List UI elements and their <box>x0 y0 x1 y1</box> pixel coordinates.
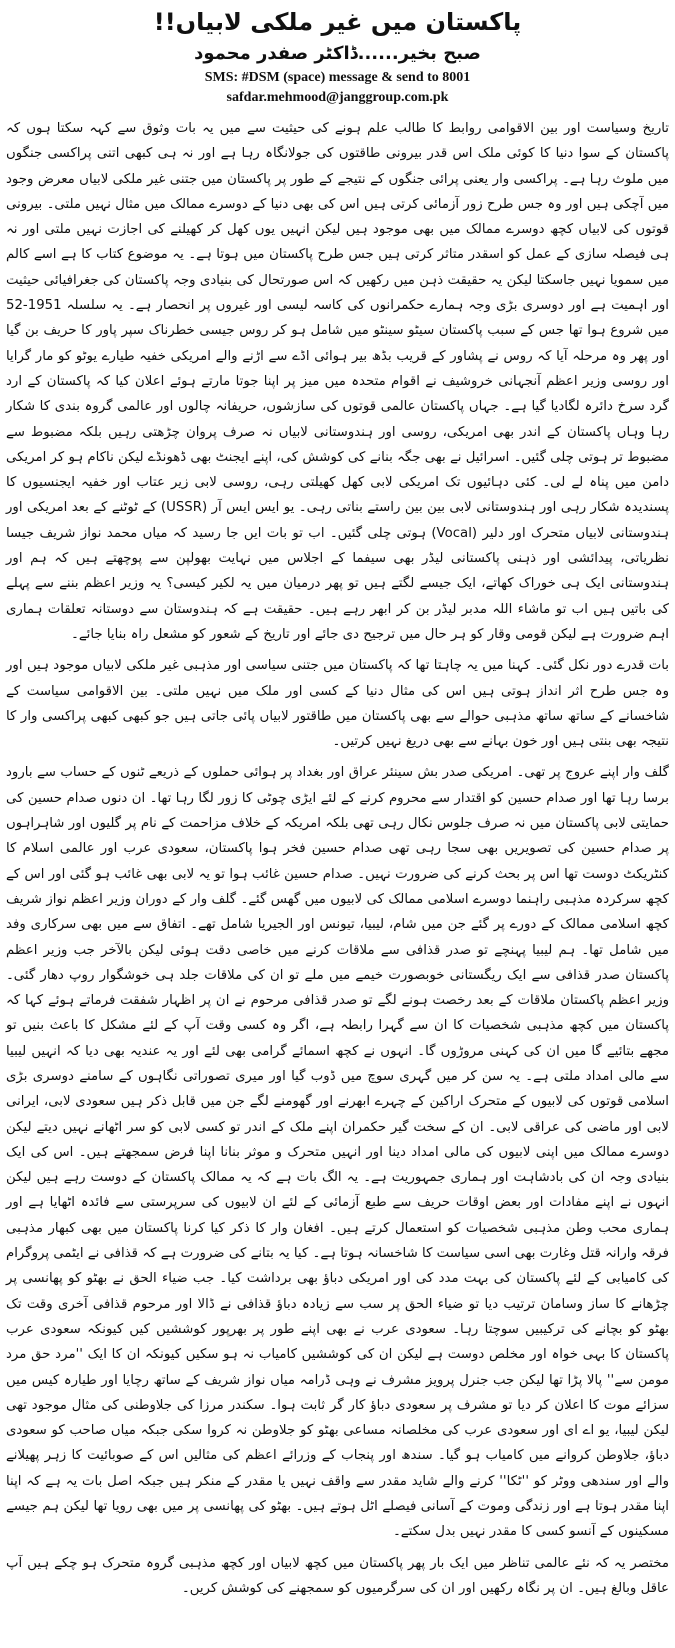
author-email[interactable]: safdar.mehmood@janggroup.com.pk <box>226 90 449 105</box>
sms-instructions: SMS: #DSM (space) message & send to 8001 <box>204 70 471 85</box>
article-paragraph: بات قدرے دور نکل گئی۔ کہنا میں یہ چاہتا تھا کہ پاکستان میں جتنی سیاسی اور مذہبی غیر ملکی لابیاں موجود ہیں اور وہ جس طرح اثر انداز ہوتی ہیں اس کی مثال دنیا کے کسی اور ملک میں نہیں ملتی۔ بین الاقوامی سیاست کے شاخسانے کے ساتھ ساتھ مذہبی حوالے سے بھی پاکستان میں طاقتور لابیاں پائی جاتی ہیں جو کبھی کبھی پراکسی وار کا نتیجہ بھی بنتی ہیں اور خون بہانے سے بھی دریغ نہیں کرتیں۔ <box>6 658 669 750</box>
article-paragraph: تاریخ وسیاست اور بین الاقوامی روابط کا طالب علم ہونے کی حیثیت سے میں یہ بات وثوق سے کہہ سکتا ہوں کہ پاکستان کے سوا دنیا کا کوئی ملک اس قدر بیرونی طاقتوں کی جولانگاہ رہا ہے اور نہ ہی کبھی اتنی پراکسی جنگوں میں ملوث رہا ہے۔ پراکسی وار یعنی پرائی جنگوں کے نتیجے کے طور پر پاکستان میں جتنی غیر ملکی لابیاں معرض وجود میں آچکی ہیں اور وہ جس طرح زور آزمائی کرتی ہیں اس کی بھی دنیا کے دوسرے ممالک میں مثال نہیں ملتی۔ بیرونی قوتوں کی لابیاں کچھ دوسرے ممالک میں بھی موجود ہیں لیکن انہیں یوں کھل کر کھیلنے کی اجازت نہیں ملتی اور نہ ہی فیصلہ سازی کے عمل کو اسقدر متاثر کرتی ہیں جس طرح پاکستان میں ہوتا ہے۔ یہ موضوع کتاب کا ہے اسے کالم میں سمویا نہیں جاسکتا لیکن یہ حقیقت ذہن میں رکھیں کہ اس صورتحال کی بنیادی وجہ پاکستان کی جغرافیائی حیثیت اور اہمیت ہے اور دوسری بڑی وجہ ہمارے حکمرانوں کی کاسہ لیسی اور غیروں پر انحصار ہے۔ یہ سلسلہ 1951-52 میں شروع ہوا تھا جس کے سبب پاکستان سیٹو سینٹو میں شامل ہو کر روس جیسی خطرناک سپر پاور کا حریف بن گیا اور پھر وہ مرحلہ آیا کہ روس نے پشاور کے قریب بڈھ بیر ہوائی اڈے سے اڑنے والے امریکی خفیہ طیارے یوٹو کو مار گرایا اور روسی وزیر اعظم آنجہانی خروشیف نے اقوام متحدہ میں میز پر اپنا جوتا مارتے ہوئے اعلان کیا کہ پاکستان کے ارد گرد سرخ دائرہ لگادیا گیا ہے۔ جہاں پاکستان عالمی قوتوں کی سازشوں، حریفانہ چالوں اور عالمی گروہ بندی کا شکار رہا وہاں پاکستان کے اندر بھی امریکی، روسی اور ہندوستانی لابیاں نہ صرف پروان چڑھتی رہیں بلکہ مضبوط سے مضبوط تر ہوتی چلی گئیں۔ اسرائیل نے بھی جگہ بنانے کی کوشش کی، اپنے ایجنٹ بھی ڈھونڈے لیکن ناکام ہو کر امریکی دامن میں پناہ لے لی۔ کئی دہائیوں تک امریکی لابی کھل کھیلتی رہی، روسی لابی زیر عتاب اور خفیہ ایجنسیوں کا پسندیدہ شکار رہی اور ہندوستانی لابی بین بین راستے بناتی رہی۔ یو ایس ایس آر (USSR) کے ٹوٹنے کے بعد امریکی اور ہندوستانی لابیاں متحرک اور دلیر (Vocal) ہوتی چلی گئیں۔ اب تو بات ایں جا رسید کہ میاں محمد نواز شریف جیسا نظریاتی، پیدائشی اور ذہنی پاکستانی لیڈر بھی سیفما کے اجلاس میں نہایت بھولپن سے پوچھتے ہیں کہ ہم اور ہندوستانی ایک ہی خوراک کھاتے، ایک جیسے لگتے ہیں تو پھر درمیان میں یہ لکیر کیسی؟ یہ وزیر اعظم بننے سے پہلے کی باتیں ہیں اب تو ماشاء اللہ مدبر لیڈر بن کر ابھر رہے ہیں۔ حقیقت ہے کہ ہندوستان سے دوستانہ تعلقات ہماری اہم ضرورت ہے لیکن قومی وقار کو ہر حال میں ترجیح دی جائے اور تاریخ کے شعور کو مشعل راہ بنایا جائے۔ <box>6 121 669 642</box>
article-body <box>0 116 675 1601</box>
column-byline: صبح بخیر......ڈاکٹر صفدر محمود <box>194 43 481 64</box>
article-title: پاکستان میں غیر ملکی لابیاں!! <box>153 8 522 36</box>
article-paragraph: گلف وار اپنے عروج پر تھی۔ امریکی صدر بش سینئر عراق اور بغداد پر ہوائی حملوں کے ذریعے ٹنوں کے حساب سے بارود برسا رہا تھا اور صدام حسین کو اقتدار سے محروم کرنے کے لئے ایڑی چوٹی کا زور لگا رہا تھا۔ ان دنوں صدام حسین کی حمایتی لابی پاکستان میں نہ صرف جلوس نکال رہی تھی بلکہ امریکہ کے خلاف مزاحمت کے نام پر گلیوں اور شاہراہوں پر صدام حسین کی تصویریں بھی سجا رہی تھی صدام حسین فخر ہوا پاکستان، سعودی عرب اور عالمی اسلام کا کنٹریکٹ دوست تھا اس پر بحث کرنے کی ضرورت نہیں۔ صدام حسین غائب ہوا تو یہ لابی بھی غائب ہو گئی اور اس کے کچھ سرکردہ مذہبی راہنما دوسرے اسلامی ممالک کی لابیوں میں گھس گئے۔ گلف وار کے دوران وزیر اعظم نواز شریف کچھ اسلامی ممالک کے دورے پر گئے جن میں شام، لیبیا، تیونس اور الجیریا شامل تھے۔ اتفاق سے میں بھی سرکاری وفد میں شامل تھا۔ ہم لیبیا پہنچے تو صدر قذافی سے ملاقات کرنے میں خاصی دقت ہوئی لیکن بالآخر جب وزیر اعظم پاکستان صدر قذافی سے ایک ریگستانی خوبصورت خیمے میں ملے تو ان کی ملاقات جلد ہی خوشگوار روپ دھار گئی۔ وزیر اعظم پاکستان ملاقات کے بعد رخصت ہونے لگے تو صدر قذافی مرحوم نے ان پر اظہار شفقت فرماتے ہوئے کہا کہ پاکستان میں کچھ مذہبی شخصیات کا ان سے گہرا رابطہ ہے، اگر وہ کسی وقت آپ کے لئے مشکل کا باعث بنیں تو مجھے بتائیے گا میں ان کی کہنی مروڑوں گا۔ انہوں نے کچھ اسمائے گرامی بھی لئے اور یہ عندیہ بھی دیا کہ انہیں لیبیا سے مالی امداد ملتی ہے۔ یہ سن کر میں گہری سوچ میں ڈوب گیا اور میری تصوراتی نگاہوں کے سامنے دوسری بڑی اسلامی قوتوں کی لابیوں کے متحرک اراکین کے چہرے ابھرنے اور گھومنے لگے جن میں قابل ذکر ہیں سعودی لابی، ایرانی لابی اور ماضی کی عراقی لابی۔ ان کے سخت گیر حکمران اپنے ملک کے اندر تو کسی لابی کو سر اٹھانے نہیں دیتے لیکن دوسرے ممالک میں اپنی لابیوں کی مالی امداد دینا اور انہیں متحرک و موثر بنانا اپنا فرض سمجھتے ہیں۔ اس کی ایک بنیادی وجہ ان کی بادشاہت اور ہماری جمہوریت ہے۔ یہ الگ بات ہے کہ یہ ممالک پاکستان کے دوست رہے ہیں لیکن انہوں نے اپنے مفادات اور بعض اوقات حریف سے طبع آزمائی کے لئے ان لابیوں کی سرپرستی سے فائدہ اٹھایا ہے اور ہماری محب وطن مذہبی شخصیات کو استعمال کرتے ہیں۔ افغان وار کا ذکر کیا کرنا پاکستان میں بھی کبھار مذہبی فرقہ وارانہ قتل وغارت بھی اسی سیاست کا شاخسانہ ہوتا ہے۔ کیا یہ بتانے کی ضرورت ہے کہ قذافی نے ایٹمی پروگرام کی کامیابی کے لئے پاکستان کی بہت مدد کی اور امریکی دباؤ بھی برداشت کیا۔ جب ضیاء الحق نے بھٹو کو پھانسی پر چڑھانے کا ساز وسامان ترتیب دیا تو ضیاء الحق پر سب سے زیادہ دباؤ قذافی نے ڈالا اور مرحوم قذافی آخری وقت تک بھٹو کو بچانے کی ترکیبیں سوچتا رہا۔ سعودی عرب نے بھی اپنے طور پر بھرپور کوششیں کیں کیونکہ سعودی عرب پاکستان کا بہی خواہ اور مخلص دوست ہے لیکن ان کی کوششیں کامیاب نہ ہو سکیں کیونکہ ان کا ایک ''مرد حق مرد مومن سے'' پالا پڑا تھا لیکن جب جنرل پرویز مشرف نے وہی ڈرامہ میاں نواز شریف کے ساتھ رچایا اور طیارہ کیس میں سزائے موت کا اعلان کر دیا تو مشرف پر سعودی دباؤ کار گر ثابت ہوا۔ سکندر مرزا کی جلاوطنی کی مثال موجود تھی لیکن لیبیا، یو اے ای اور سعودی عرب کی مخلصانہ مساعی بھٹو کو جلاوطن نہ کروا سکی جبکہ میاں صاحب کو سعودی دباؤ، جلاوطن کروانے میں کامیاب ہو گیا۔ سندھ اور پنجاب کے وزرائے اعظم کی مثالیں اس کے صوبائیت کا زہر پھیلانے والے اور سندھی ووٹر کو ''ٹکا'' کرنے والے شاید مقدر سے واقف نہیں یا مقدر کے منکر ہیں جبکہ اصل بات یہ ہے کہ اپنا اپنا مقدر ہوتا ہے اور زندگی وموت کے آسانی فیصلے اٹل ہوتے ہیں۔ بھٹو کی پھانسی پر میں بھی رویا تھا لیکن ہم جیسے مسکینوں کے آنسو کسی کا مقدر نہیں بدل سکتے۔ <box>6 765 669 1540</box>
article-paragraph: مختصر یہ کہ نئے عالمی تناظر میں ایک بار پھر پاکستان میں کچھ لابیاں اور کچھ مذہبی گروہ متحرک ہو چکے ہیں آپ عاقل وبالغ ہیں۔ ان پر نگاہ رکھیں اور ان کی سرگرمیوں کو سمجھنے کی کوشش کریں۔ <box>6 1555 669 1596</box>
article-header <box>0 0 675 108</box>
